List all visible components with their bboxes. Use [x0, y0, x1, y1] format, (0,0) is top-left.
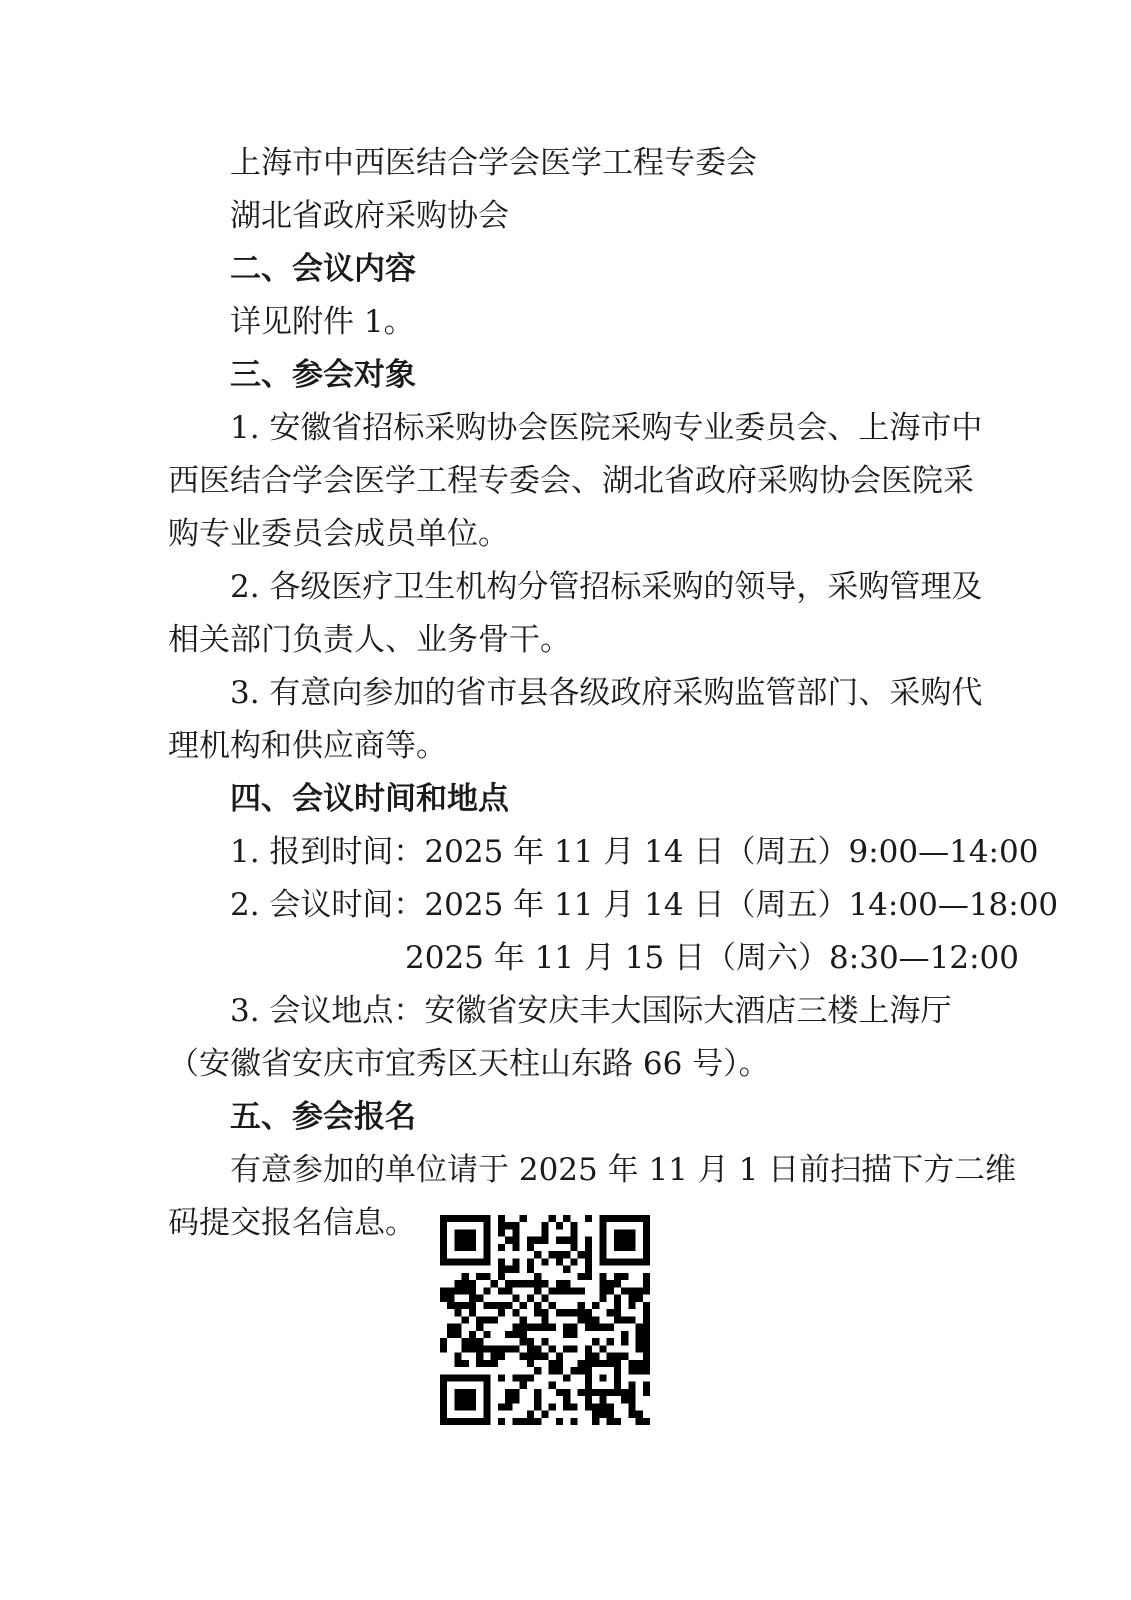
- organizer-line: 湖北省政府采购协会: [230, 198, 509, 234]
- paragraph-line: 2. 各级医疗卫生机构分管招标采购的领导，采购管理及: [230, 569, 983, 605]
- checkin-time: 1. 报到时间：2025 年 11 月 14 日（周五）9:00—14:00: [230, 834, 1039, 870]
- section-heading-registration: 五、参会报名: [230, 1099, 416, 1135]
- paragraph-line: 相关部门负责人、业务骨干。: [168, 622, 571, 658]
- registration-text: 码提交报名信息。: [168, 1205, 416, 1241]
- registration-text: 有意参加的单位请于 2025 年 11 月 1 日前扫描下方二维: [230, 1152, 1017, 1188]
- meeting-time-day1: 2. 会议时间：2025 年 11 月 14 日（周五）14:00—18:00: [230, 887, 1059, 923]
- qr-code-icon[interactable]: [440, 1215, 650, 1425]
- paragraph-line: 1. 安徽省招标采购协会医院采购专业委员会、上海市中: [230, 410, 983, 446]
- meeting-time-day2: 2025 年 11 月 15 日（周六）8:30—12:00: [405, 940, 1020, 976]
- paragraph-line: 理机构和供应商等。: [168, 728, 447, 764]
- venue-line: 3. 会议地点：安徽省安庆丰大国际大酒店三楼上海厅: [230, 993, 952, 1029]
- section-heading-time-place: 四、会议时间和地点: [230, 781, 509, 817]
- section-heading-content: 二、会议内容: [230, 251, 416, 287]
- organizer-line: 上海市中西医结合学会医学工程专委会: [230, 145, 757, 181]
- paragraph-content: 详见附件 1。: [230, 304, 415, 340]
- section-heading-attendees: 三、参会对象: [230, 357, 416, 393]
- paragraph-line: 3. 有意向参加的省市县各级政府采购监管部门、采购代: [230, 675, 983, 711]
- venue-address: （安徽省安庆市宜秀区天柱山东路 66 号）。: [168, 1046, 770, 1082]
- paragraph-line: 西医结合学会医学工程专委会、湖北省政府采购协会医院采: [168, 463, 974, 499]
- paragraph-line: 购专业委员会成员单位。: [168, 516, 509, 552]
